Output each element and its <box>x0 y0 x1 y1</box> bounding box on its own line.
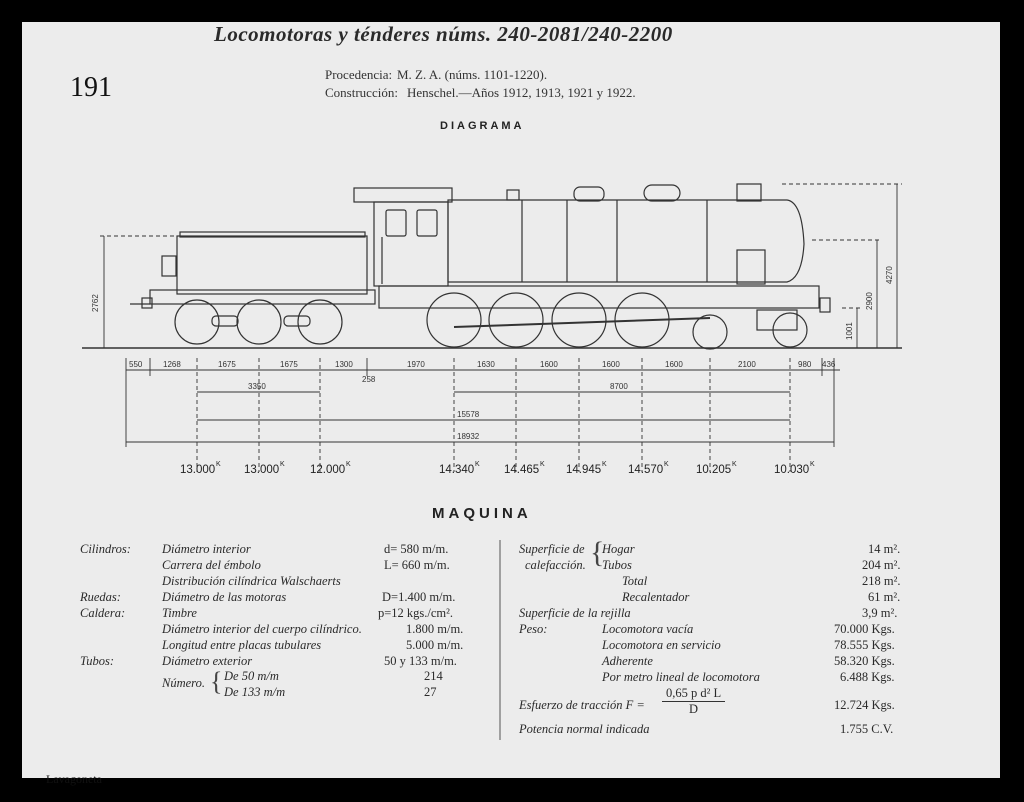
locomotive-diagram <box>22 22 1000 482</box>
spec-value: 58.320 Kgs. <box>834 654 895 668</box>
spec-item: Tubos <box>602 558 632 572</box>
spacing-label: 1675 <box>280 360 298 369</box>
numero-label: Número. <box>162 676 205 690</box>
axle-load-label: 12.000 <box>310 464 346 476</box>
axle-load-label: 14.340 <box>439 464 475 476</box>
height-label-1001: 1001 <box>845 322 854 340</box>
axle-unit-label: K <box>346 461 351 468</box>
spec-value: D=1.400 m/m. <box>382 590 456 604</box>
construccion-label: Construcción: <box>325 85 398 100</box>
spec-item: Superficie de la rejilla <box>519 606 631 620</box>
height-label-2762: 2762 <box>91 294 100 312</box>
length-dimension-lines <box>126 392 834 442</box>
superficie-label: Superficie de <box>519 542 585 556</box>
formula-numerator: 0,65 p d² L <box>662 686 725 702</box>
spec-value: 218 m². <box>862 574 901 588</box>
spec-value: 204 m². <box>862 558 901 572</box>
spec-value: 70.000 Kgs. <box>834 622 895 636</box>
spec-item: Longitud entre placas tubulares <box>162 638 322 652</box>
spec-value: d= 580 m/m. <box>384 542 449 556</box>
length-label-15578: 15578 <box>457 410 480 419</box>
traccion-formula <box>662 686 725 717</box>
spec-item: Locomotora en servicio <box>602 638 721 652</box>
spacing-label: 550 <box>129 360 143 369</box>
engine-drawing <box>354 184 830 349</box>
spec-item: Distribución cilíndrica Walschaerts <box>162 574 341 588</box>
spacing-label: 1268 <box>163 360 181 369</box>
spec-category: Tubos: <box>80 654 115 668</box>
brace-icon: { <box>590 536 605 569</box>
axle-unit-label: K <box>280 461 285 468</box>
axle-load-label: 14.570 <box>628 464 664 476</box>
length-label-8700: 8700 <box>610 382 628 391</box>
traccion-label: Esfuerzo de tracción F = <box>519 698 645 712</box>
spacing-label: 1630 <box>477 360 495 369</box>
spacing-label: 1600 <box>540 360 558 369</box>
spec-category: Cilindros: <box>80 542 131 556</box>
axle-load-label: 10.205 <box>696 464 732 476</box>
spec-value: 61 m². <box>868 590 901 604</box>
page-number: 191 <box>70 72 112 103</box>
axle-unit-label: K <box>732 461 737 468</box>
spacing-label: 1675 <box>218 360 236 369</box>
spec-item: Diámetro interior <box>162 542 251 556</box>
construccion-value: Henschel.—Años 1912, 1913, 1921 y 1922. <box>407 85 636 100</box>
spec-item: Diámetro interior del cuerpo cilíndrico. <box>162 622 362 636</box>
length-label-3350: 3350 <box>248 382 266 391</box>
spec-category: Ruedas: <box>80 590 121 604</box>
spec-item: Recalentador <box>622 590 690 604</box>
spacing-label: 1600 <box>665 360 683 369</box>
height-label-2900: 2900 <box>865 292 874 310</box>
axle-unit-label: K <box>810 461 815 468</box>
length-label-18932: 18932 <box>457 432 480 441</box>
spec-value: 12.724 Kgs. <box>834 698 895 712</box>
spacing-label: 1970 <box>407 360 425 369</box>
spacing-extra-label: 258 <box>362 375 376 384</box>
spec-item: Diámetro de las motoras <box>162 590 287 604</box>
numero-value: 214 <box>424 669 443 683</box>
axle-load-label: 14.465 <box>504 464 540 476</box>
spec-item: Carrera del émbolo <box>162 558 261 572</box>
formula-denominator: D <box>689 702 699 716</box>
axle-load-label: 13.000 <box>180 464 216 476</box>
diagram-title: DIAGRAMA <box>440 120 525 132</box>
numero-value: 27 <box>424 685 437 699</box>
axle-unit-label: K <box>540 461 545 468</box>
numero-item: De 133 m/m <box>224 685 286 699</box>
watermark-text: Lavagoneta <box>46 772 102 786</box>
document-page <box>22 22 1000 778</box>
axle-unit-label: K <box>664 461 669 468</box>
spec-category: Caldera: <box>80 606 126 620</box>
height-label-4270: 4270 <box>885 266 894 284</box>
spec-item: Total <box>622 574 648 588</box>
axle-unit-label: K <box>475 461 480 468</box>
axle-unit-label: K <box>216 461 221 468</box>
axle-unit-label: K <box>602 461 607 468</box>
spec-item: Potencia normal indicada <box>519 722 650 736</box>
axle-load-label: 10.030 <box>774 464 810 476</box>
spec-value: p=12 kgs./cm². <box>378 606 454 620</box>
axle-load-label: 14.945 <box>566 464 602 476</box>
spec-value: 50 y 133 m/m. <box>384 654 457 668</box>
maquina-title: MAQUINA <box>432 505 532 522</box>
spacing-label: 1600 <box>602 360 620 369</box>
tender-drawing <box>130 232 375 344</box>
spacing-label: 2100 <box>738 360 756 369</box>
spec-item: Adherente <box>602 654 653 668</box>
height-dimensions <box>100 184 902 348</box>
spec-value: L= 660 m/m. <box>384 558 450 572</box>
spacing-label: 436 <box>822 360 836 369</box>
procedencia-value: M. Z. A. (núms. 1101-1220). <box>397 67 548 82</box>
spacing-label: 1300 <box>335 360 353 369</box>
spec-value: 78.555 Kgs. <box>834 638 895 652</box>
numero-item: De 50 m/m <box>224 669 279 683</box>
spacing-dimension-row <box>126 358 840 472</box>
spec-value: 1.755 C.V. <box>840 722 894 736</box>
spec-value: 5.000 m/m. <box>406 638 464 652</box>
spec-value: 1.800 m/m. <box>406 622 464 636</box>
superficie-label: calefacción. <box>525 558 586 572</box>
spec-item: Timbre <box>162 606 197 620</box>
procedencia-label: Procedencia: <box>325 67 393 82</box>
spec-item: Locomotora vacía <box>602 622 694 636</box>
axle-load-label: 13.000 <box>244 464 280 476</box>
spec-value: 3,9 m². <box>862 606 898 620</box>
spec-item: Por metro lineal de locomotora <box>602 670 760 684</box>
spec-item: Diámetro exterior <box>162 654 253 668</box>
spec-category: Peso: <box>519 622 548 636</box>
brace-icon: { <box>210 667 223 696</box>
spec-item: Hogar <box>602 542 635 556</box>
page-title: Locomotoras y ténderes núms. 240-2081/240-2200 <box>214 22 673 46</box>
spec-value: 14 m². <box>868 542 901 556</box>
spec-value: 6.488 Kgs. <box>840 670 895 684</box>
spacing-label: 980 <box>798 360 812 369</box>
